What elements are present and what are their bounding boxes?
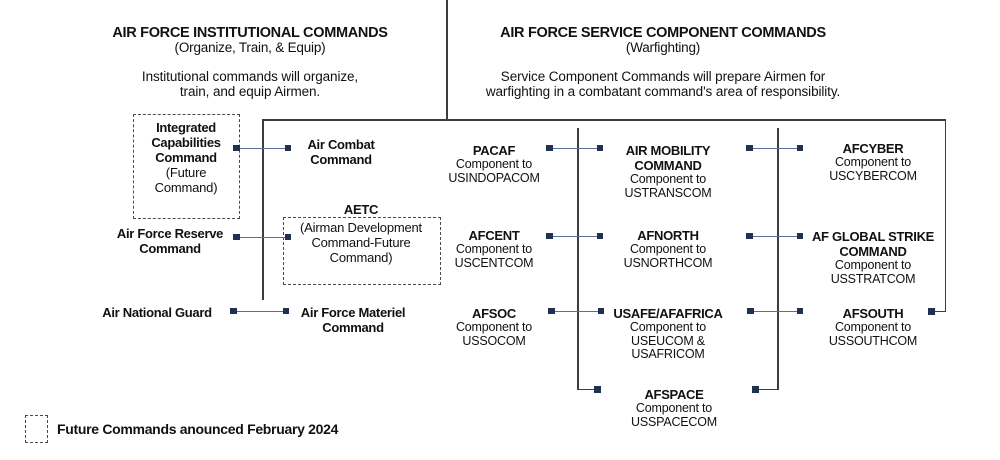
afsouth-elbow-square xyxy=(928,308,935,315)
node-afnorth: AFNORTH Component to USNORTHCOM xyxy=(623,228,713,270)
institutional-header-subtitle: (Organize, Train, & Equip) xyxy=(174,40,326,55)
header-divider-line xyxy=(446,0,448,120)
afspace-left-elbow-square xyxy=(594,386,601,393)
node-aetc-title: AETC xyxy=(343,202,379,217)
node-af-global-strike-command: AF GLOBAL STRIKE COMMAND Component to USSTRATCOM xyxy=(811,229,935,286)
service-header-title: AIR FORCE SERVICE COMPONENT COMMANDS xyxy=(500,25,826,41)
node-afcent: AFCENT Component to USCENTCOM xyxy=(454,228,534,270)
service-header-subtitle: (Warfighting) xyxy=(625,40,701,55)
connector-amc-afcyber xyxy=(747,148,802,149)
connector-ang-afmc xyxy=(231,311,288,312)
service-header-body: Service Component Commands will prepare Airmen for warfighting in a combatant command's area of responsibility. xyxy=(485,69,841,99)
node-pacaf: PACAF Component to USINDOPACOM xyxy=(448,143,540,185)
institutional-header-body: Institutional commands will organize, train, and equip Airmen. xyxy=(141,69,359,99)
node-afspace: AFSPACE Component to USSPACECOM xyxy=(631,387,717,429)
afsouth-elbow-line xyxy=(933,311,946,313)
afspace-right-elbow-line xyxy=(757,389,778,391)
column-spine-left xyxy=(577,128,579,390)
commands-box-right-edge xyxy=(945,119,947,312)
connector-pacaf-amc xyxy=(547,148,602,149)
service-component-commands-header xyxy=(486,25,840,99)
connector-icc-acc xyxy=(234,148,290,149)
commands-box-left-edge xyxy=(262,119,264,300)
node-afcyber: AFCYBER Component to USCYBERCOM xyxy=(829,141,917,183)
institutional-commands-header xyxy=(112,25,387,99)
legend-future-command-swatch xyxy=(25,415,48,443)
connector-afsoc-usafe xyxy=(549,311,603,312)
node-air-combat-command: Air Combat Command xyxy=(307,137,375,167)
connector-afnorth-afgsc xyxy=(747,236,802,237)
connector-afrc-aetc xyxy=(234,237,290,238)
institutional-header-title: AIR FORCE INSTITUTIONAL COMMANDS xyxy=(112,25,388,41)
node-integrated-capabilities-command: Integrated Capabilities Command (Future Command) xyxy=(151,120,221,195)
node-afsoc: AFSOC Component to USSOCOM xyxy=(455,306,533,348)
node-air-force-materiel-command: Air Force Materiel Command xyxy=(300,305,406,335)
column-spine-right xyxy=(777,128,779,390)
node-air-force-reserve-command: Air Force Reserve Command xyxy=(116,226,224,256)
node-air-national-guard: Air National Guard xyxy=(102,305,212,320)
connector-usafe-afsouth xyxy=(748,311,802,312)
commands-box-top-edge xyxy=(262,119,946,121)
node-aetc-note: (Airman Development Command-Future Command) xyxy=(300,220,422,265)
node-usafe-afafrica: USAFE/AFAFRICA Component to USEUCOM & USAFRICOM xyxy=(613,306,723,361)
node-afsouth: AFSOUTH Component to USSOUTHCOM xyxy=(828,306,918,348)
connector-afcent-afnorth xyxy=(547,236,602,237)
legend-label: Future Commands anounced February 2024 xyxy=(57,421,339,437)
node-air-mobility-command: AIR MOBILITY COMMAND Component to USTRANSCOM xyxy=(624,143,712,200)
afspace-right-elbow-square xyxy=(752,386,759,393)
